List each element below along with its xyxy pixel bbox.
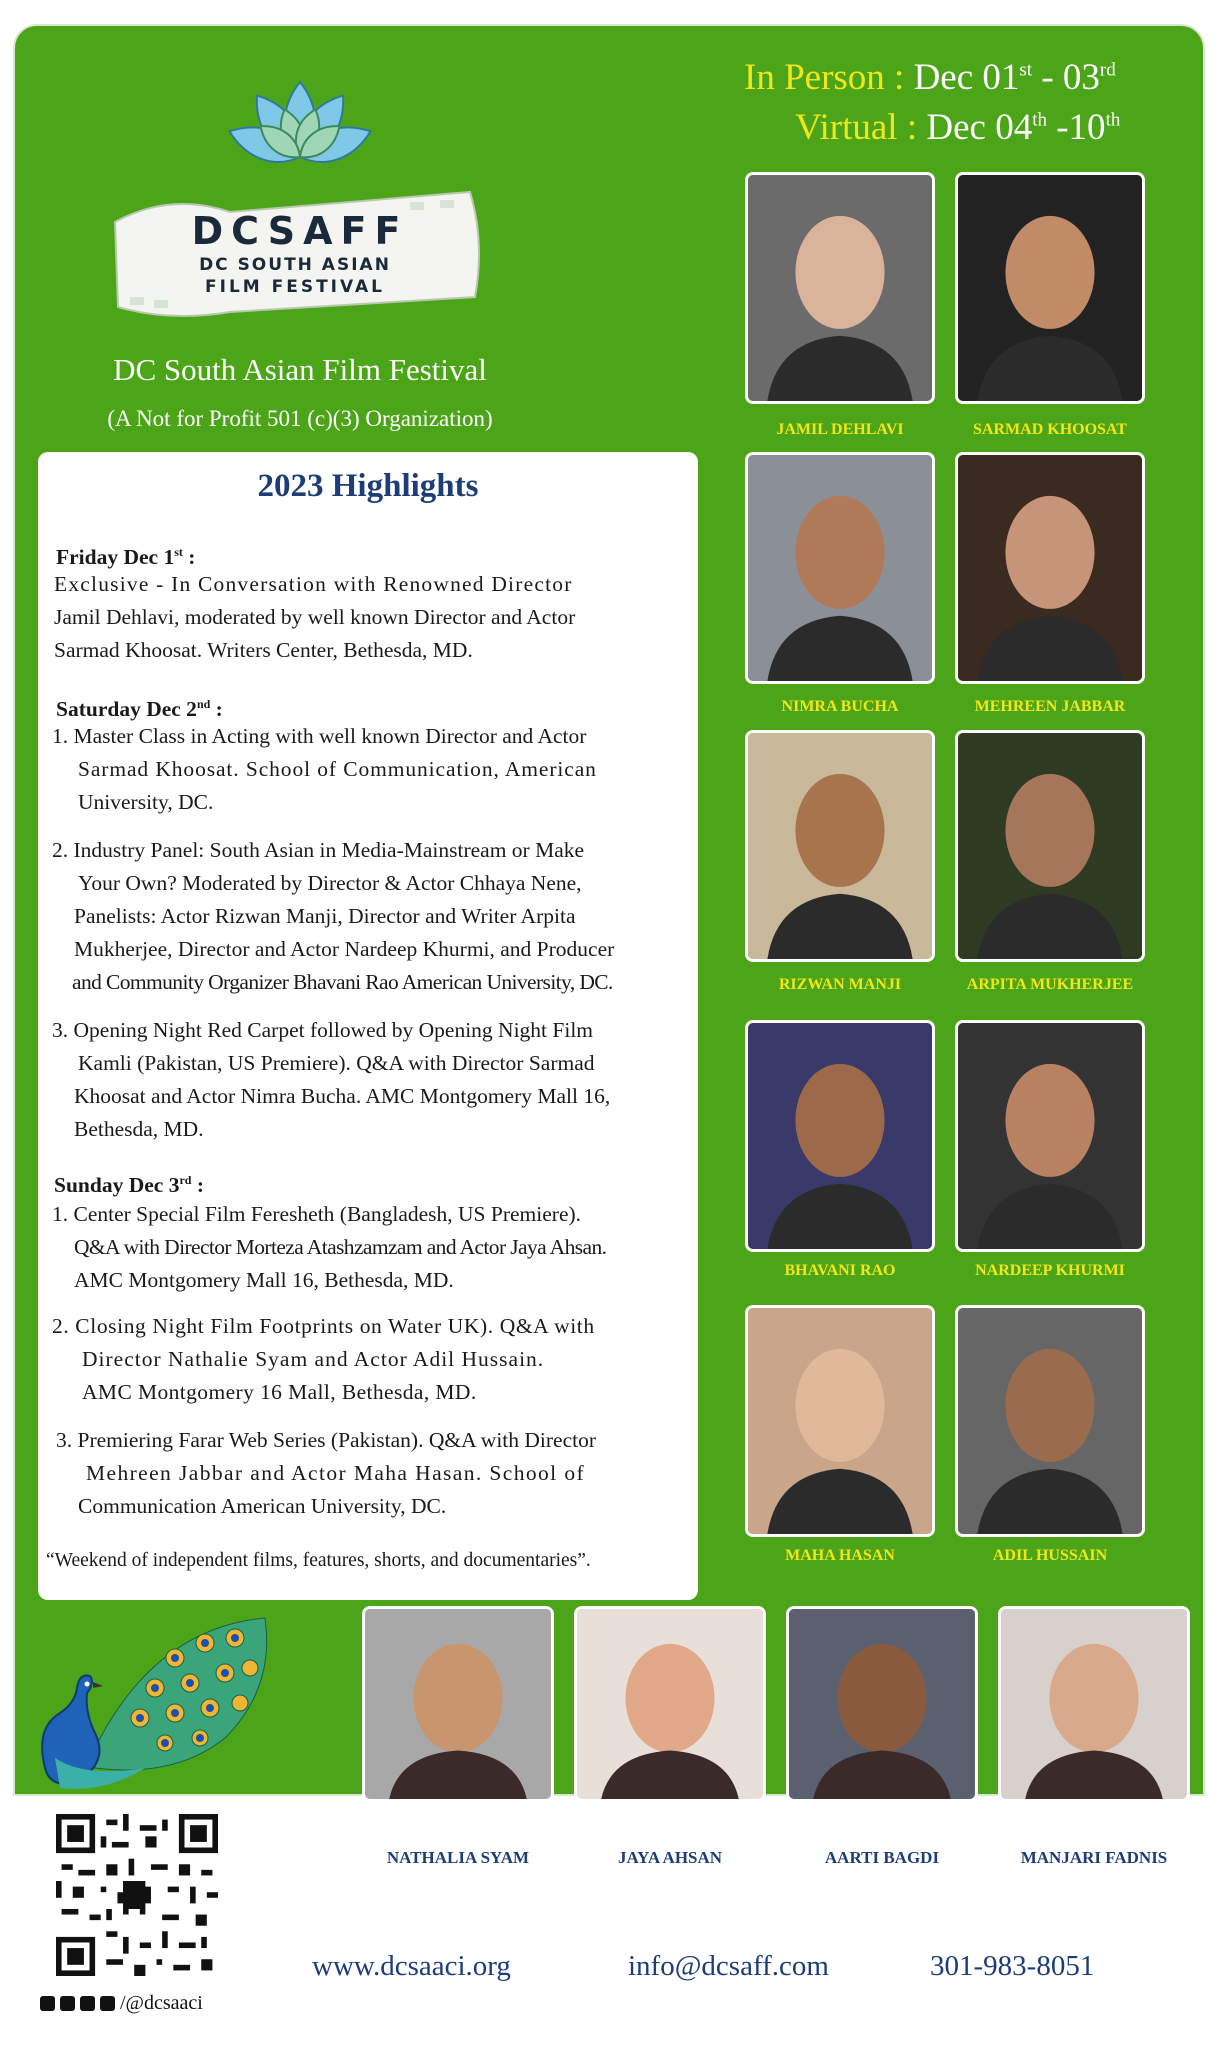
guest-photo bbox=[955, 1305, 1145, 1537]
in-person-end-sup: rd bbox=[1099, 59, 1116, 81]
sunday-item-line: 3. Premiering Farar Web Series (Pakistan). Q&A with Director bbox=[56, 1428, 597, 1452]
guest-name: AARTI BAGDI bbox=[824, 1848, 940, 1867]
virtual-end-sup: th bbox=[1105, 109, 1121, 131]
twitter-icon[interactable] bbox=[80, 1996, 95, 2011]
highlights-panel bbox=[38, 452, 698, 1600]
guest-name: RIZWAN MANJI bbox=[778, 976, 902, 993]
guest-name: JAMIL DEHLAVI bbox=[776, 421, 904, 438]
saturday-heading: Saturday Dec 2nd : bbox=[56, 697, 223, 722]
qr-code[interactable] bbox=[56, 1814, 218, 1976]
peacock-illustration bbox=[15, 1598, 295, 1798]
friday-line: Sarmad Khoosat. Writers Center, Bethesda, MD. bbox=[54, 638, 473, 662]
guest-name: NATHALIA SYAM bbox=[386, 1848, 530, 1867]
sunday-item-line: 2. Closing Night Film Footprints on Water UK). Q&A with bbox=[52, 1314, 595, 1338]
youtube-icon[interactable] bbox=[100, 1996, 115, 2011]
guest-photo bbox=[745, 452, 935, 684]
guest-name: MANJARI FADNIS bbox=[1020, 1848, 1168, 1867]
facebook-icon[interactable] bbox=[40, 1996, 55, 2011]
saturday-item-line: Khoosat and Actor Nimra Bucha. AMC Montgomery Mall 16, bbox=[74, 1084, 611, 1108]
social-links bbox=[40, 1992, 203, 2015]
guest-name: MEHREEN JABBAR bbox=[974, 698, 1126, 715]
email-link[interactable]: info@dcsaff.com bbox=[628, 1950, 829, 1982]
saturday-item-line: Your Own? Moderated by Director & Actor Chhaya Nene, bbox=[78, 871, 582, 895]
guest-photo bbox=[955, 730, 1145, 962]
org-subtitle: (A Not for Profit 501 (c)(3) Organization) bbox=[107, 406, 493, 431]
guest-photo bbox=[955, 172, 1145, 404]
dcsaff-logo bbox=[110, 72, 490, 332]
highlights-title: 2023 Highlights bbox=[257, 468, 479, 504]
virtual-end: -10 bbox=[1046, 107, 1106, 148]
in-person-end: - 03 bbox=[1032, 57, 1100, 98]
guest-name: BHAVANI RAO bbox=[784, 1262, 896, 1279]
guest-photo bbox=[745, 1020, 935, 1252]
friday-line: Exclusive - In Conversation with Renowned Director bbox=[54, 572, 573, 596]
guest-photo bbox=[745, 172, 935, 404]
logo-line2: FILM FESTIVAL bbox=[205, 277, 385, 297]
guest-photo bbox=[362, 1606, 554, 1802]
sunday-item-line: Q&A with Director Morteza Atashzamzam and Actor Jaya Ahsan. bbox=[74, 1235, 607, 1259]
guest-name: ADIL HUSSAIN bbox=[992, 1547, 1108, 1564]
saturday-item-line: and Community Organizer Bhavani Rao American University, DC. bbox=[72, 970, 613, 994]
logo-abbr: DCSAFF bbox=[191, 209, 409, 253]
friday-heading: Friday Dec 1st : bbox=[56, 545, 196, 570]
guest-photo bbox=[745, 1305, 935, 1537]
guest-name: MAHA HASAN bbox=[785, 1547, 895, 1564]
guest-photo bbox=[574, 1606, 766, 1802]
guest-photo bbox=[745, 730, 935, 962]
guest-name: ARPITA MUKHERJEE bbox=[966, 976, 1134, 993]
virtual-dates bbox=[795, 106, 1120, 149]
guest-name: SARMAD KHOOSAT bbox=[973, 421, 1127, 438]
website-link[interactable]: www.dcsaaci.org bbox=[312, 1950, 511, 1982]
social-handle[interactable]: /@dcsaaci bbox=[120, 1992, 203, 2014]
guest-photo bbox=[786, 1606, 978, 1802]
highlights-quote: “Weekend of independent films, features, shorts, and documentaries”. bbox=[46, 1550, 591, 1571]
sunday-item-line: Director Nathalie Syam and Actor Adil Hussain. bbox=[82, 1347, 545, 1371]
saturday-item-line: Panelists: Actor Rizwan Manji, Director and Writer Arpita bbox=[74, 904, 576, 928]
virtual-start-sup: th bbox=[1032, 109, 1047, 131]
saturday-item-line: Kamli (Pakistan, US Premiere). Q&A with Director Sarmad bbox=[78, 1051, 595, 1075]
in-person-dates bbox=[744, 56, 1116, 99]
sunday-item-line: Mehreen Jabbar and Actor Maha Hasan. School of bbox=[86, 1461, 586, 1485]
saturday-item-line: University, DC. bbox=[78, 790, 214, 814]
friday-line: Jamil Dehlavi, moderated by well known Director and Actor bbox=[54, 605, 576, 629]
virtual-separator: : bbox=[897, 107, 927, 148]
saturday-item-line: 3. Opening Night Red Carpet followed by Opening Night Film bbox=[52, 1018, 594, 1042]
in-person-start-sup: st bbox=[1019, 59, 1033, 81]
guest-photo bbox=[955, 452, 1145, 684]
in-person-separator: : bbox=[884, 57, 914, 98]
org-name: DC South Asian Film Festival bbox=[113, 352, 487, 387]
sunday-item-line: AMC Montgomery 16 Mall, Bethesda, MD. bbox=[82, 1380, 477, 1404]
phone-number[interactable]: 301-983-8051 bbox=[930, 1950, 1095, 1982]
guest-name: NIMRA BUCHA bbox=[781, 698, 899, 715]
sunday-item-line: AMC Montgomery Mall 16, Bethesda, MD. bbox=[74, 1268, 454, 1292]
in-person-label: In Person bbox=[744, 57, 885, 98]
virtual-start: Dec 04 bbox=[926, 107, 1033, 148]
sunday-item-line: Communication American University, DC. bbox=[78, 1494, 447, 1518]
saturday-item-line: 2. Industry Panel: South Asian in Media-Mainstream or Make bbox=[52, 838, 585, 862]
saturday-item-line: Mukherjee, Director and Actor Nardeep Khurmi, and Producer bbox=[74, 937, 615, 961]
saturday-item-line: Bethesda, MD. bbox=[74, 1117, 204, 1141]
guest-photo bbox=[955, 1020, 1145, 1252]
virtual-label: Virtual bbox=[795, 107, 898, 148]
instagram-icon[interactable] bbox=[60, 1996, 75, 2011]
guest-photo bbox=[998, 1606, 1190, 1802]
sunday-item-line: 1. Center Special Film Feresheth (Bangladesh, US Premiere). bbox=[52, 1202, 582, 1226]
guest-name: JAYA AHSAN bbox=[617, 1848, 723, 1867]
saturday-item-line: 1. Master Class in Acting with well known Director and Actor bbox=[52, 724, 587, 748]
logo-line1: DC SOUTH ASIAN bbox=[199, 255, 391, 275]
guest-name: NARDEEP KHURMI bbox=[975, 1262, 1125, 1279]
in-person-start: Dec 01 bbox=[913, 57, 1020, 98]
saturday-item-line: Sarmad Khoosat. School of Communication, American bbox=[78, 757, 597, 781]
sunday-heading: Sunday Dec 3rd : bbox=[54, 1173, 204, 1198]
